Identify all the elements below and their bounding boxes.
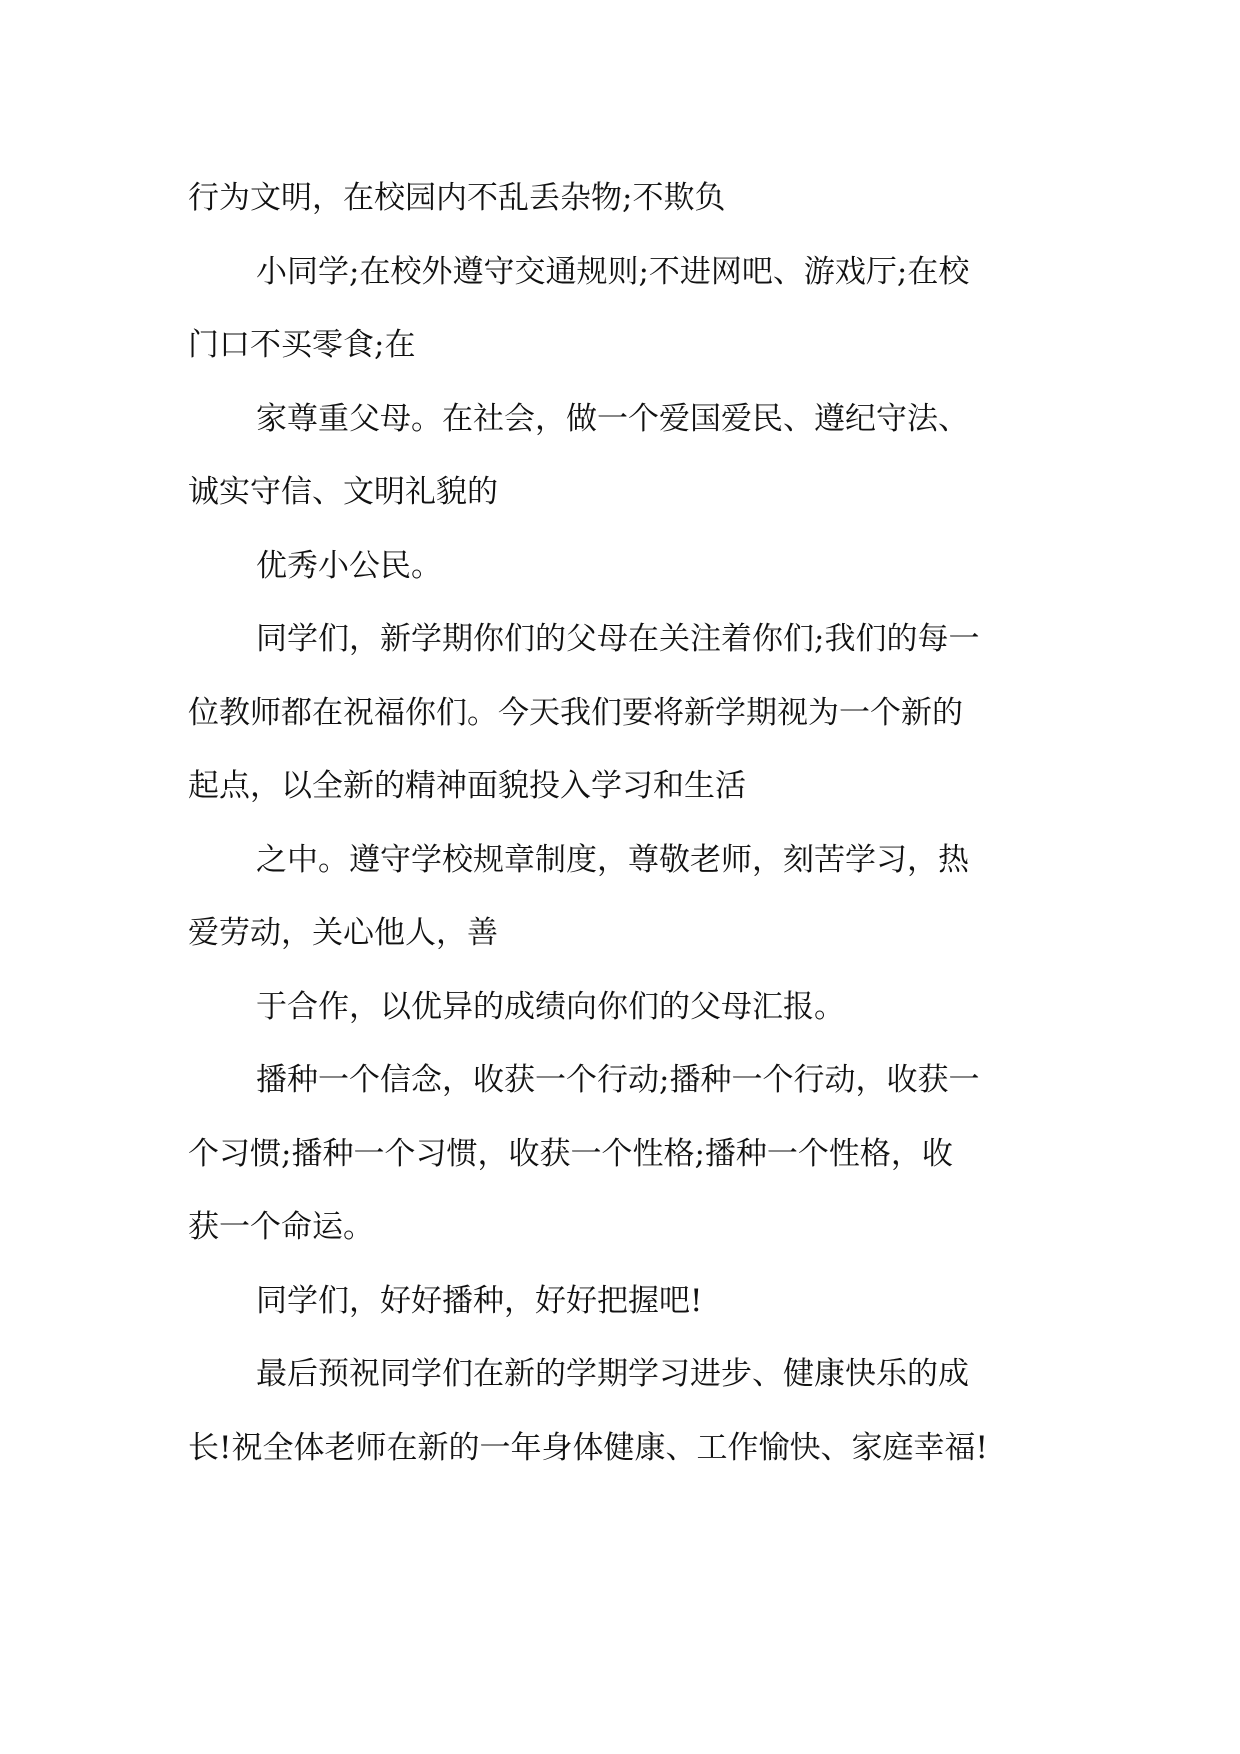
text-line: 获一个命运。: [188, 1209, 374, 1245]
text-line: 播种一个信念，收获一个行动;播种一个行动，收获一: [256, 1062, 980, 1098]
text-line: 起点，以全新的精神面貌投入学习和生活: [188, 768, 746, 804]
text-line: 同学们，新学期你们的父母在关注着你们;我们的每一: [256, 621, 980, 657]
text-line: 优秀小公民。: [256, 547, 442, 584]
text-line: 最后预祝同学们在新的学期学习进步、健康快乐的成: [256, 1356, 969, 1392]
text-line: 小同学;在校外遵守交通规则;不进网吧、游戏厅;在校: [256, 253, 970, 290]
text-line: 同学们，好好播种，好好把握吧!: [256, 1282, 703, 1319]
text-line: 个习惯;播种一个习惯，收获一个性格;播种一个性格，收: [188, 1135, 953, 1172]
text-line: 于合作，以优异的成绩向你们的父母汇报。: [256, 988, 845, 1025]
text-line: 门口不买零食;在: [188, 327, 416, 363]
text-line: 位教师都在祝福你们。今天我们要将新学期视为一个新的: [188, 694, 963, 731]
text-line: 爱劳动，关心他人，善: [188, 915, 498, 951]
text-line: 之中。遵守学校规章制度，尊敬老师，刻苦学习，热: [256, 841, 969, 878]
text-line: 行为文明，在校园内不乱丢杂物;不欺负: [188, 180, 726, 216]
body-text: [188, 162, 1068, 1485]
text-line: 长!祝全体老师在新的一年身体健康、工作愉快、家庭幸福!: [188, 1429, 988, 1466]
text-line: 家尊重父母。在社会，做一个爱国爱民、遵纪守法、: [256, 400, 969, 437]
text-line: 诚实守信、文明礼貌的: [188, 474, 498, 510]
